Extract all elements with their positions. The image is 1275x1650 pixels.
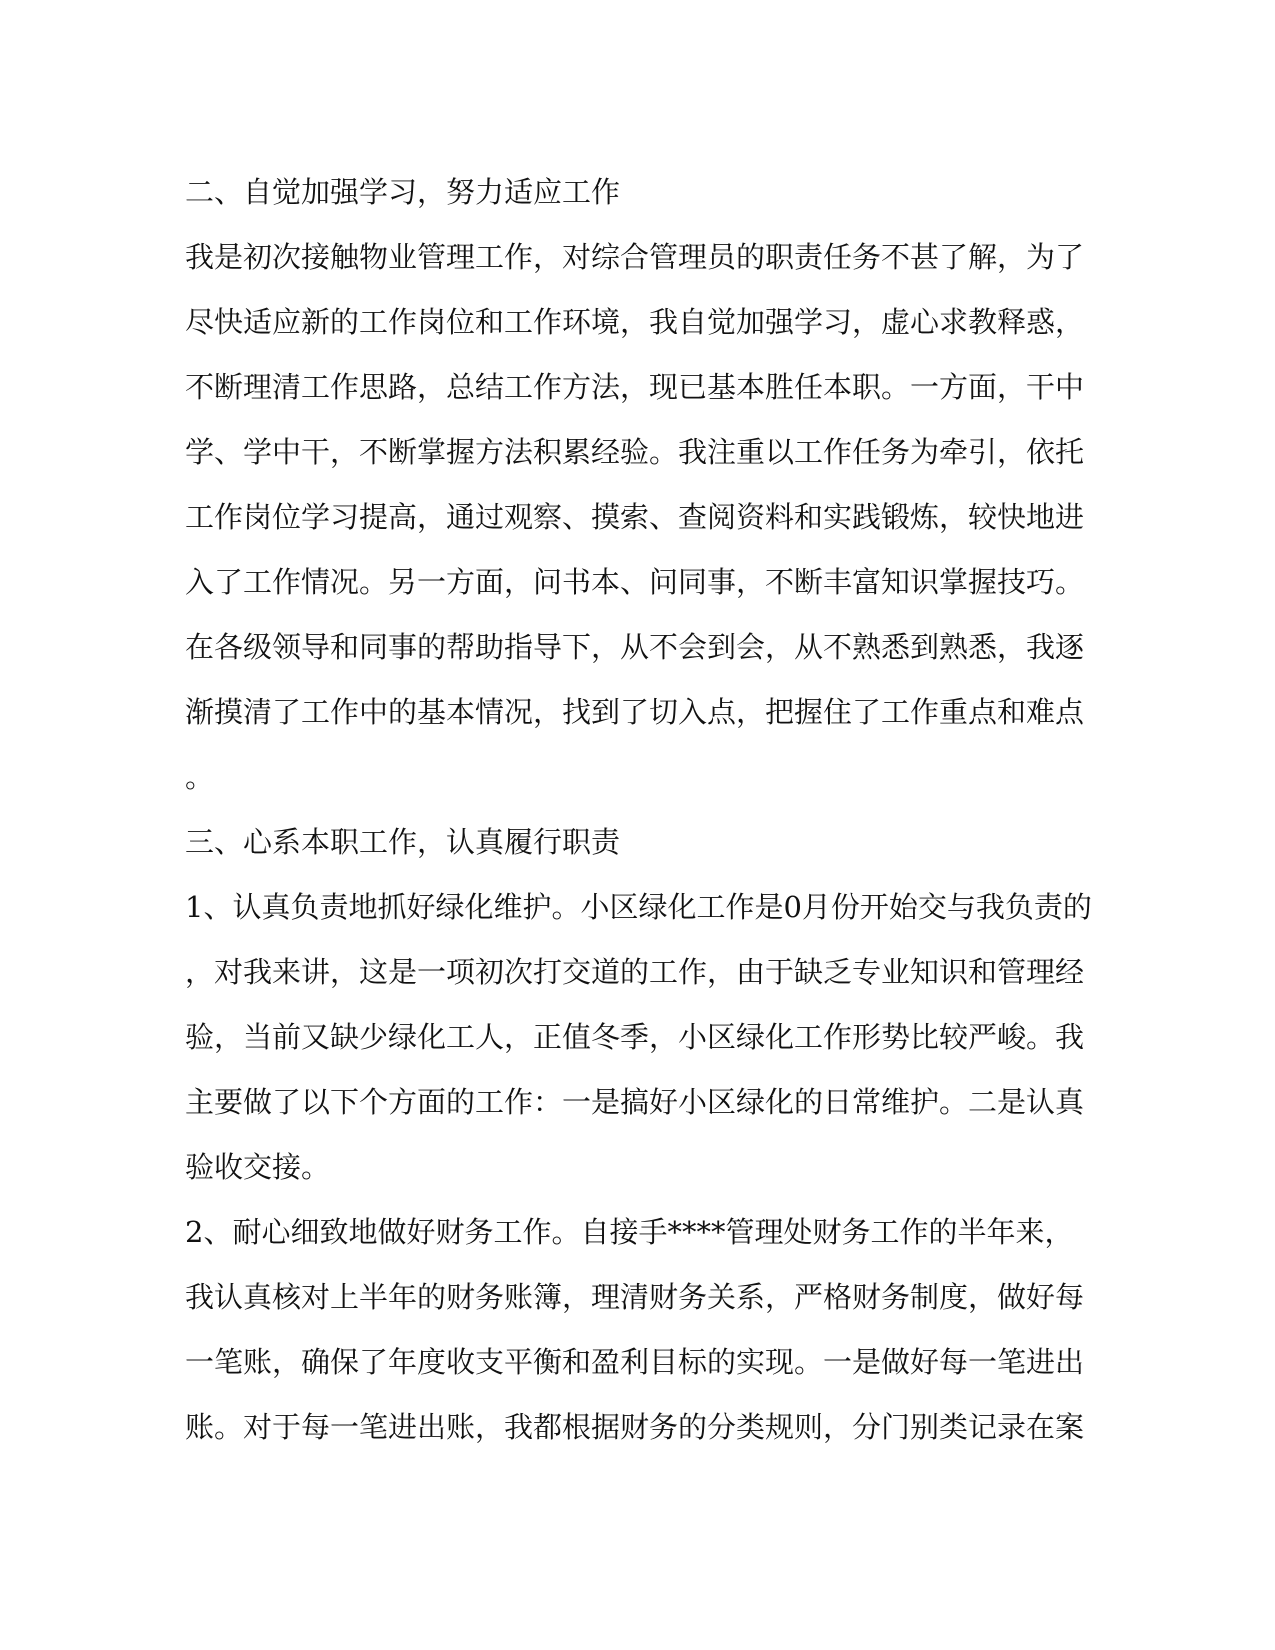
paragraph-line: 验收交接。 xyxy=(185,1150,331,1184)
paragraph-line: 工作岗位学习提高，通过观察、摸索、查阅资料和实践锻炼，较快地进 xyxy=(185,500,1085,534)
paragraph-line: ，对我来讲，这是一项初次打交道的工作，由于缺乏专业知识和管理经 xyxy=(185,955,1085,989)
paragraph-line: 验，当前又缺少绿化工人，正值冬季，小区绿化工作形势比较严峻。我 xyxy=(185,1020,1085,1054)
paragraph-line: 不断理清工作思路，总结工作方法，现已基本胜任本职。一方面，干中 xyxy=(185,370,1085,404)
paragraph-line: 主要做了以下个方面的工作：一是搞好小区绿化的日常维护。二是认真 xyxy=(185,1085,1085,1119)
paragraph-line: 学、学中干，不断掌握方法积累经验。我注重以工作任务为牵引，依托 xyxy=(185,435,1085,469)
paragraph-line: 我是初次接触物业管理工作，对综合管理员的职责任务不甚了解，为了 xyxy=(185,240,1085,274)
paragraph-line: 一笔账，确保了年度收支平衡和盈利目标的实现。一是做好每一笔进出 xyxy=(185,1345,1085,1379)
paragraph-line: 。 xyxy=(185,760,215,794)
paragraph-line: 入了工作情况。另一方面，问书本、问同事，不断丰富知识掌握技巧。 xyxy=(185,565,1085,599)
paragraph-line: 2、耐心细致地做好财务工作。自接手****管理处财务工作的半年来， xyxy=(185,1215,1074,1249)
paragraph-line: 账。对于每一笔进出账，我都根据财务的分类规则，分门别类记录在案 xyxy=(185,1410,1085,1444)
section-heading: 三、心系本职工作，认真履行职责 xyxy=(185,825,621,859)
paragraph-line: 渐摸清了工作中的基本情况，找到了切入点，把握住了工作重点和难点 xyxy=(185,695,1085,729)
document-body xyxy=(185,160,1090,1460)
paragraph-line: 尽快适应新的工作岗位和工作环境，我自觉加强学习，虚心求教释惑， xyxy=(185,305,1085,339)
paragraph-line: 在各级领导和同事的帮助指导下，从不会到会，从不熟悉到熟悉，我逐 xyxy=(185,630,1085,664)
paragraph-line: 我认真核对上半年的财务账簿，理清财务关系，严格财务制度，做好每 xyxy=(185,1280,1085,1314)
paragraph-line: 1、认真负责地抓好绿化维护。小区绿化工作是0月份开始交与我负责的 xyxy=(185,890,1092,924)
section-heading: 二、自觉加强学习，努力适应工作 xyxy=(185,175,621,209)
